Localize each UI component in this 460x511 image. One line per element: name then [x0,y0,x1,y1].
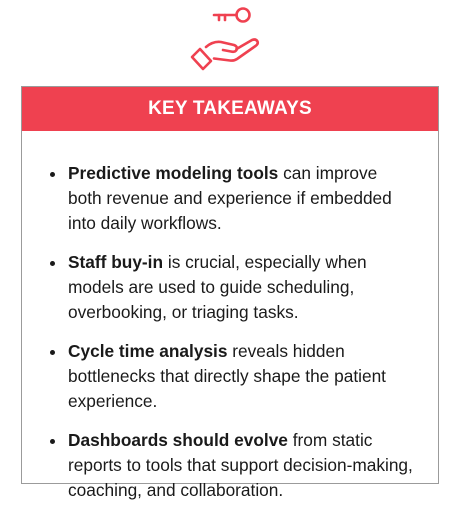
hand-key-icon [190,0,270,76]
bullet-icon [50,172,55,177]
item-text: can improve both revenue and experience if embedded into daily workflows. [68,163,392,233]
item-lead: Predictive modeling tools [68,163,279,183]
item-lead: Dashboards should evolve [68,430,288,450]
bullet-icon [50,261,55,266]
bullet-icon [50,350,55,355]
list-item [50,428,414,503]
item-text: is crucial, especially when models are used to guide scheduling, overbooking, or triaging tasks. [68,252,367,322]
card-header [22,87,438,131]
item-text: reveals hidden bottlenecks that directly shape the patient experience. [68,341,386,411]
key-takeaways-card [21,86,439,500]
item-text: from static reports to tools that support decision-making, coaching, and collaboration. [68,430,413,500]
card-title: KEY TAKEAWAYS [148,98,312,119]
item-lead: Cycle time analysis [68,341,228,361]
item-lead: Staff buy-in [68,252,164,272]
bullet-icon [50,439,55,444]
list-item [50,161,414,236]
list-item [50,339,414,414]
list-item [50,250,414,325]
takeaways-list [22,131,438,503]
